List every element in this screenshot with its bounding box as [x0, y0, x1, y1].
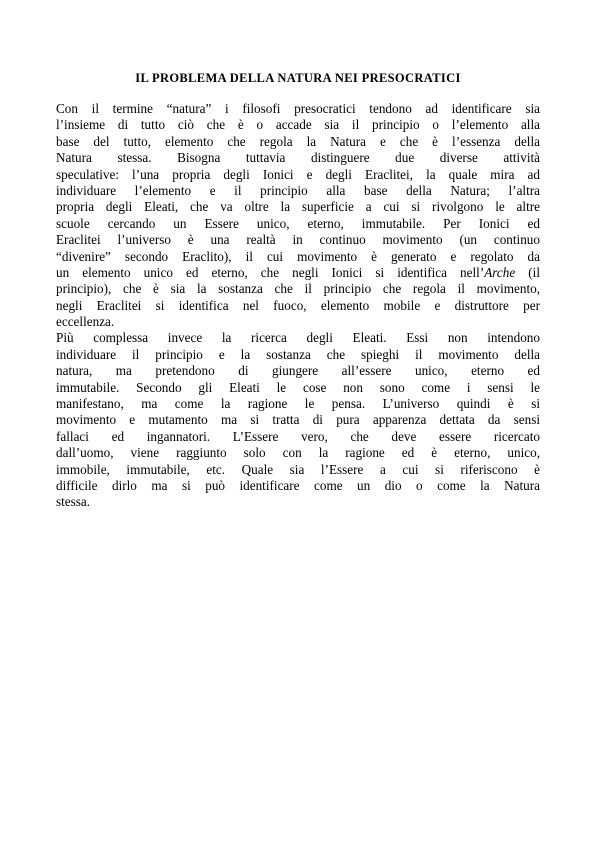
- text-line: dall’uomo, viene raggiunto solo con la ragione ed è eterno, unico,: [56, 445, 540, 461]
- text-line: base del tutto, elemento che regola la Natura e che è l’essenza della: [56, 133, 540, 149]
- text-line: stessa.: [56, 494, 91, 510]
- text-line: Più complessa invece la ricerca degli Eleati. Essi non intendono: [56, 330, 540, 346]
- text-line: scuole cercando un Essere unico, eterno, immutabile. Per Ionici ed: [56, 215, 540, 231]
- text-line: Con il termine “natura” i filosofi presocratici tendono ad identificare sia: [56, 101, 540, 116]
- text-line: propria degli Eleati, che va oltre la superficie a cui si rivolgono le altre: [56, 199, 540, 215]
- text-line: Natura stessa. Bisogna tuttavia distinguere due diverse attività: [56, 150, 540, 166]
- text-line: immobile, immutabile, etc. Quale sia l’Essere a cui si riferiscono è: [56, 461, 540, 477]
- text-line: individuare l’elemento e il principio alla base della Natura; l’altra: [56, 182, 540, 198]
- text-line: l’insieme di tutto ciò che è o accade sia il principio o l’elemento alla: [56, 117, 540, 133]
- text-segment: un elemento unico ed eterno, che negli Ionici si identifica nell’: [56, 264, 485, 280]
- paragraph: [56, 330, 540, 510]
- text-segment: (il: [515, 264, 540, 280]
- italic-term: Arche: [484, 264, 516, 280]
- text-line: difficile dirlo ma si può identificare come un dio o come la Natura: [56, 477, 540, 493]
- text-line: [56, 265, 540, 281]
- document-body: [56, 101, 540, 511]
- text-line: natura, ma pretendono di giungere all’essere unico, eterno ed: [56, 363, 540, 379]
- document-title: IL PROBLEMA DELLA NATURA NEI PRESOCRATICI: [135, 71, 461, 85]
- text-line: Eraclitei l’universo è una realtà in continuo movimento (un continuo: [56, 232, 540, 248]
- paragraph: [56, 101, 540, 330]
- text-line: individuare il principio e la sostanza che spieghi il movimento della: [56, 346, 540, 362]
- text-line: fallaci ed ingannatori. L’Essere vero, che deve essere ricercato: [56, 428, 540, 444]
- text-line: movimento e mutamento ma si tratta di pura apparenza dettata da sensi: [56, 412, 540, 428]
- text-line: principio), che è sia la sostanza che il principio che regola il movimento,: [56, 281, 540, 297]
- text-line: manifestano, ma come la ragione le pensa. L’universo quindi è si: [56, 396, 540, 412]
- text-line: speculative: l’una propria degli Ionici e degli Eraclitei, la quale mira ad: [56, 166, 540, 182]
- text-line: eccellenza.: [56, 314, 115, 330]
- text-line: negli Eraclitei si identifica nel fuoco, elemento mobile e distruttore per: [56, 297, 540, 313]
- text-line: “divenire” secondo Eraclito), il cui movimento è generato e regolato da: [56, 248, 540, 264]
- text-line: immutabile. Secondo gli Eleati le cose non sono come i sensi le: [56, 379, 540, 395]
